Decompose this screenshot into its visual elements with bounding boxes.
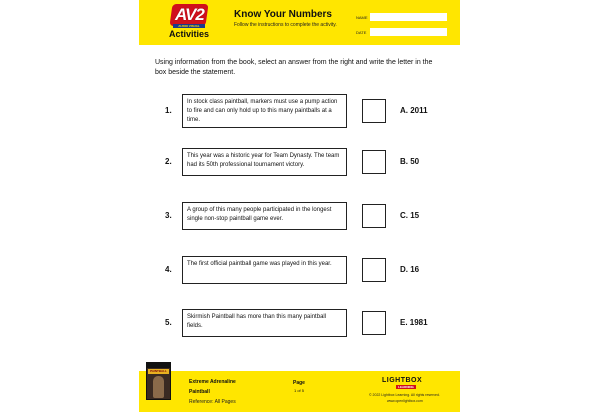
logo-caption: Activities — [168, 29, 210, 39]
answer-option: A. 2011 — [400, 106, 428, 115]
cover-title: PAINTBALL — [148, 369, 169, 374]
lightbox-logo-sub: LEARNING — [396, 385, 416, 389]
page-label: Page — [293, 380, 305, 386]
footer-bar — [139, 371, 460, 412]
cover-player-figure — [153, 376, 164, 398]
logo-subtext: AUDIO VISUAL — [173, 24, 205, 28]
page-title: Know Your Numbers — [234, 9, 332, 20]
answer-box[interactable] — [362, 204, 386, 228]
header-bar — [139, 0, 460, 45]
date-field[interactable] — [370, 28, 447, 36]
copyright: © 2022 Lightbox Learning. All rights reserved. — [369, 393, 440, 397]
answer-option: E. 1981 — [400, 318, 428, 327]
series-title: Extreme Adrenaline — [189, 379, 236, 385]
lightbox-logo: LIGHTBOX — [382, 377, 423, 384]
question-number: 5. — [165, 318, 172, 327]
instructions: Using information from the book, select an answer from the right and write the letter in the box beside the statement. — [155, 59, 433, 76]
answer-option: C. 15 — [400, 211, 420, 220]
answer-option: B. 50 — [400, 157, 420, 166]
book-title: Paintball — [189, 389, 210, 395]
reference: Reference: All Pages — [189, 399, 236, 405]
page-subtitle: Follow the instructions to complete the activity. — [234, 22, 337, 28]
av2-logo-badge — [169, 4, 208, 26]
logo-text: AV2 — [174, 5, 204, 24]
question-number: 4. — [165, 265, 172, 274]
av2-logo — [165, 4, 213, 40]
page-number: 1 of 5 — [293, 388, 304, 393]
statement-box: This year was a historic year for Team Dynasty. The team had its 50th professional tournament victory. — [182, 148, 347, 176]
statement-box: Skirmish Paintball has more than this many paintball fields. — [182, 309, 347, 337]
question-number: 2. — [165, 157, 172, 166]
website-url: www.openlightbox.com — [387, 399, 423, 403]
name-label: NAME — [356, 15, 368, 20]
statement-box: The first official paintball game was played in this year. — [182, 256, 347, 284]
book-cover-image — [146, 362, 171, 400]
date-label: DATE — [356, 30, 367, 35]
answer-box[interactable] — [362, 150, 386, 174]
name-field[interactable] — [370, 13, 447, 21]
answer-box[interactable] — [362, 258, 386, 282]
question-number: 3. — [165, 211, 172, 220]
worksheet-page — [139, 0, 460, 412]
answer-option: D. 16 — [400, 265, 420, 274]
statement-box: In stock class paintball, markers must use a pump action to fire and can only hold up to this many paintballs at a time. — [182, 94, 347, 128]
answer-box[interactable] — [362, 99, 386, 123]
question-number: 1. — [165, 106, 172, 115]
statement-box: A group of this many people participated in the longest single non-stop paintball game ever. — [182, 202, 347, 230]
answer-box[interactable] — [362, 311, 386, 335]
